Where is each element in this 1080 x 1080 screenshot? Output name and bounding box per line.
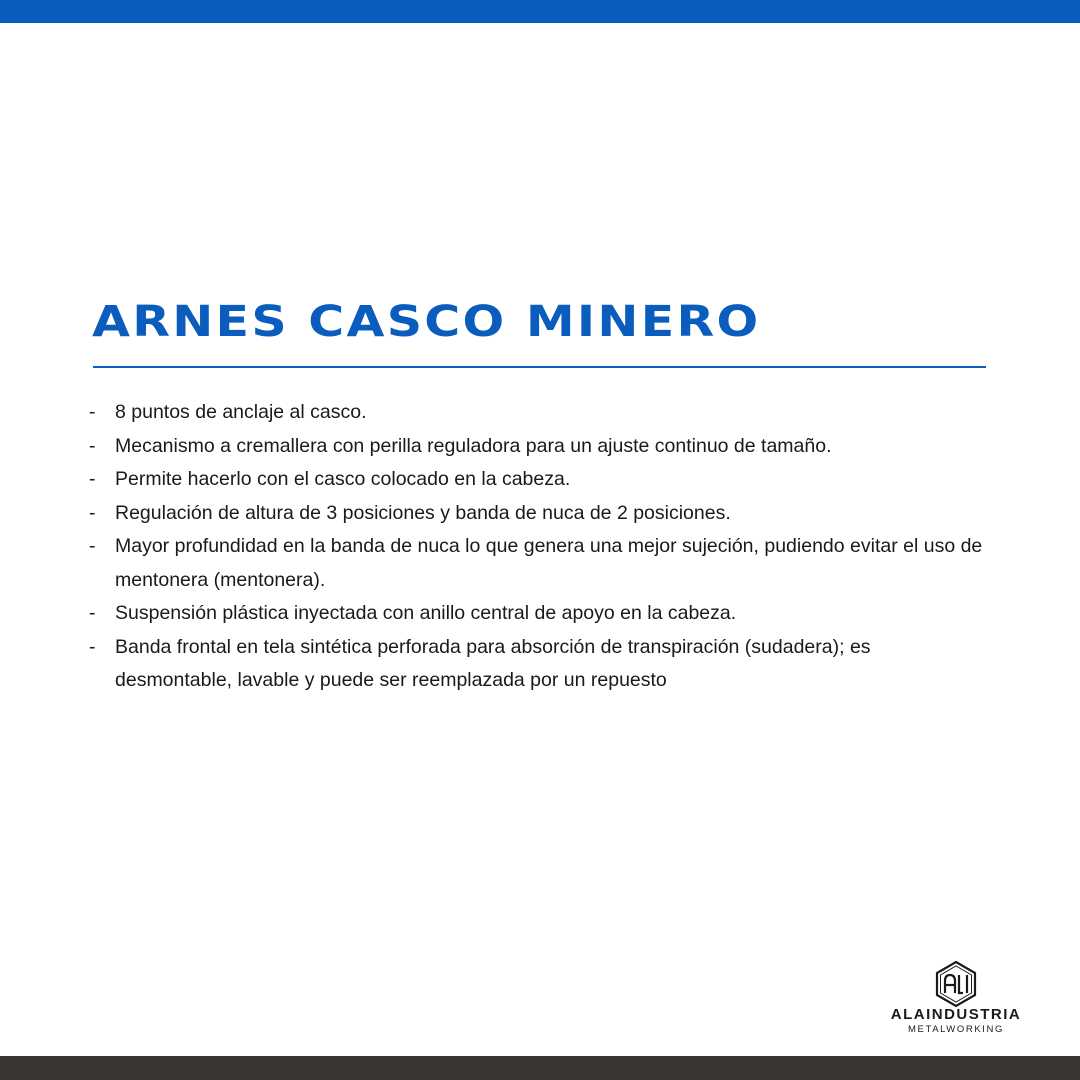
feature-text: Banda frontal en tela sintética perforada para absorción de transpiración (sudadera); es desmontable, lavable y puede ser reemplazada por un repuesto	[115, 635, 871, 691]
feature-text: Mecanismo a cremallera con perilla reguladora para un ajuste continuo de tamaño.	[115, 434, 832, 457]
feature-text: Suspensión plástica inyectada con anillo central de apoyo en la cabeza.	[115, 602, 737, 624]
feature-item	[89, 430, 989, 464]
feature-item	[89, 396, 989, 430]
feature-text: Mayor profundidad en la banda de nuca lo que genera una mejor sujeción, pudiendo evitar el uso de mentonera (mentonera).	[115, 535, 983, 591]
feature-item	[89, 497, 989, 531]
ali-monogram-hexagon-icon	[934, 960, 978, 1008]
top-accent-bar	[0, 0, 1080, 23]
feature-text: 8 puntos de anclaje al casco.	[115, 401, 367, 423]
bullet-dash: -	[89, 434, 96, 457]
bullet-dash: -	[89, 468, 96, 490]
bottom-footer-bar	[0, 1056, 1080, 1080]
feature-text: Regulación de altura de 3 posiciones y banda de nuca de 2 posiciones.	[115, 501, 731, 524]
bullet-dash: -	[89, 501, 96, 524]
brand-logo	[866, 960, 1046, 1040]
feature-item	[89, 597, 989, 631]
bullet-dash: -	[89, 401, 96, 423]
bullet-dash: -	[89, 602, 96, 624]
title-divider	[93, 366, 986, 368]
feature-item	[89, 463, 989, 497]
feature-item	[89, 631, 989, 698]
bullet-dash: -	[89, 535, 96, 557]
bullet-dash: -	[89, 635, 96, 658]
brand-name: ALAINDUSTRIA	[890, 1006, 1022, 1023]
feature-item	[89, 530, 989, 597]
feature-list	[89, 396, 989, 698]
page-title: ARNES CASCO MINERO	[92, 297, 761, 347]
brand-subtitle: METALWORKING	[908, 1024, 1004, 1035]
feature-text: Permite hacerlo con el casco colocado en la cabeza.	[115, 468, 571, 490]
